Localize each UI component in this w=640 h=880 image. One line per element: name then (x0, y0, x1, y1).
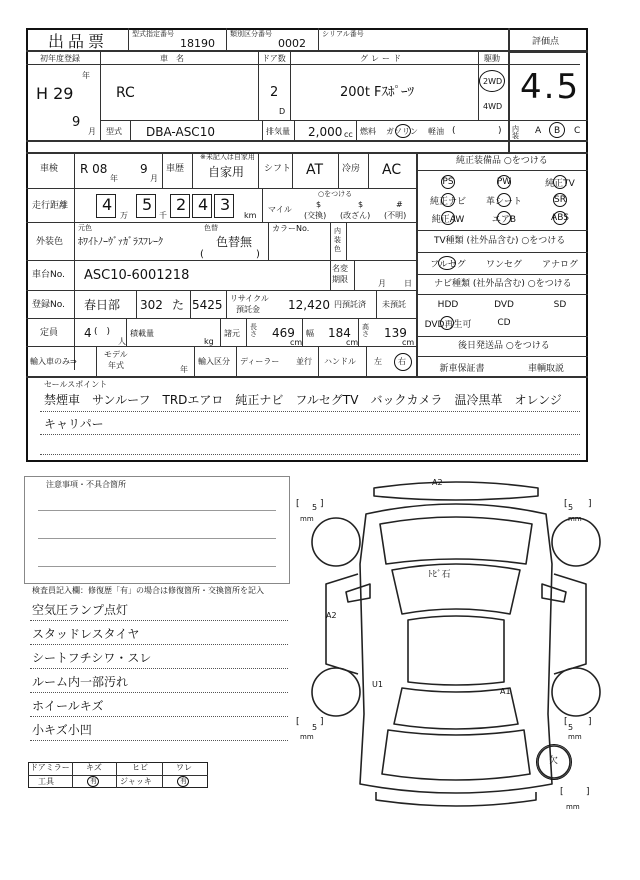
color-label: 外装色 (36, 237, 64, 247)
serial-label: シリアル番号 (322, 30, 364, 38)
note-item: ルーム内一部汚れ (32, 675, 129, 689)
length-value: 469 (272, 326, 295, 340)
equipment-circle-mark (553, 175, 567, 189)
equipment-item: 純正AW (431, 214, 465, 225)
shaken-era: R 08 (80, 162, 108, 176)
class-no-value: 0002 (278, 37, 306, 50)
sheet-title: 出品票 (48, 32, 109, 51)
inspector-note-label: 検査員記入欄：修復歴「有」の場合は修復箇所・交換箇所を記入 (32, 586, 264, 595)
capacity-label: 定員 (40, 328, 59, 338)
tv-item: ワンセグ (485, 259, 522, 270)
note-item: 小キズ小凹 (32, 723, 92, 737)
docs-title: 後日発送品 ○をつける (458, 341, 550, 351)
notes-label: 注意事項・不具合箇所 (46, 480, 126, 489)
tv-item: アナログ (541, 259, 578, 270)
first-reg-label: 初年度登録 (40, 54, 80, 63)
navi-item: HDD (437, 300, 459, 310)
equipment-item: 革シート (485, 196, 522, 207)
tire-depth-rl: 5 (312, 723, 318, 732)
type-no-label: 型式指定番号 (132, 30, 174, 38)
mark-rear-left: U1 (372, 680, 383, 689)
equipment-title: 純正装備品 ○をつける (456, 156, 548, 166)
mileage-mile: マイル (268, 205, 292, 214)
tv-item: フルセグ (430, 259, 466, 270)
mark-front-bumper: A2 (432, 478, 443, 487)
sales-points-line-2: キャリパー (44, 417, 104, 431)
equipment-item: 純正ナビ (429, 196, 466, 207)
ac-label: 冷房 (342, 164, 361, 174)
tire-depth-fr: 5 (568, 503, 574, 512)
equipment-item: ABS (551, 213, 569, 223)
width-value: 184 (328, 326, 351, 340)
score-value: 4.5 (520, 67, 581, 107)
fuel-gasoline: ガソリン (386, 127, 418, 136)
drive-label: 駆動 (484, 54, 500, 63)
height-value: 139 (384, 326, 407, 340)
equipment-circle-mark (553, 193, 567, 207)
interior-label: 内装 (512, 125, 519, 140)
mark-left-side: A2 (326, 611, 337, 620)
navi-title: ナビ種類 (社外品含む) ○をつける (434, 279, 572, 289)
tv-title: TV種類 (社外品含む) ○をつける (434, 236, 566, 246)
registration-area: 春日部 (84, 298, 121, 312)
displacement-value: 2,000 (308, 125, 343, 139)
navi-item: SD (553, 300, 567, 310)
shift-label: シフト (264, 164, 292, 174)
note-item-underline (30, 740, 288, 741)
equipment-circle-mark (497, 193, 511, 207)
doors-label: ドア数 (262, 54, 286, 63)
model-value: DBA-ASC10 (146, 125, 215, 139)
score-label: 評価点 (532, 37, 560, 47)
drive-2wd-circle (479, 70, 505, 92)
mark-windshield: ﾄﾋﾞ石 (428, 570, 451, 580)
note-item: ホイールキズ (32, 699, 104, 713)
equipment-circle-mark (441, 175, 455, 189)
shaken-label: 車検 (40, 164, 59, 174)
equipment-item: 純正TV (545, 178, 575, 189)
shaken-month: 9 (140, 162, 148, 176)
mileage-digit-3: 2 (176, 195, 187, 214)
tire-depth-rr: 5 (568, 723, 574, 732)
color-current: 色替無 (216, 235, 253, 249)
equipment-circle-mark (441, 193, 455, 207)
registration-class: 302 (140, 298, 163, 312)
equipment-circle-mark (497, 211, 511, 225)
mileage-label: 走行距離 (32, 201, 69, 211)
color-original: ﾎﾜｲﾄﾉｰｳﾞｧｶﾞﾗｽﾌﾚｰｸ (78, 237, 163, 248)
ac-value: AC (382, 162, 402, 178)
note-item-underline (30, 644, 288, 645)
chassis-label: 車台No. (32, 270, 65, 280)
fuel-diesel: 軽油 (428, 127, 444, 136)
registration-label: 登録No. (32, 300, 65, 310)
grade-value: 200t Fｽﾎﾟｰﾂ (340, 85, 415, 100)
note-item-underline (30, 668, 288, 669)
car-name: RC (116, 85, 135, 101)
first-reg-era: H 29 (36, 84, 74, 103)
navi-circle-mark (440, 316, 454, 330)
sales-points-label: セールスポイント (44, 380, 108, 389)
docs-item: 新車保証書 (439, 363, 485, 374)
sales-points-line-1: 禁煙車 サンルーフ TRDエアロ 純正ナビ フルセグTV バックカメラ 温冷黒革 オレンジ (44, 393, 562, 407)
drive-2wd: 2WD (483, 77, 503, 86)
grade-label: グレード (360, 54, 404, 63)
registration-kana: た (172, 298, 185, 312)
import-label: 輸入車のみ⇒ (30, 357, 77, 366)
model-label: 型式 (106, 127, 122, 136)
spare-missing-label: 欠 (549, 756, 559, 766)
equipment-item: SR (554, 195, 566, 205)
drive-4wd: 4WD (483, 102, 503, 111)
mark-rear-right: A1 (500, 687, 511, 696)
note-item: シートフチシワ・スレ (32, 651, 152, 665)
navi-item: CD (497, 318, 511, 328)
mileage-digit-4: 4 (198, 195, 209, 214)
tv-circle-mark (438, 256, 456, 270)
note-item: スタッドレスタイヤ (32, 627, 140, 641)
handle-right: 右 (398, 357, 406, 366)
equipment-circle-mark (441, 211, 455, 225)
mileage-digit-5: 3 (220, 195, 231, 214)
class-no-label: 類別区分番号 (230, 30, 272, 38)
recycle-amount: 12,420 (288, 298, 330, 312)
fuel-gasoline-circle (395, 124, 411, 138)
navi-item: DVD再生可 (424, 319, 472, 330)
handle-right-circle (394, 353, 412, 371)
note-item-underline (30, 716, 288, 717)
equipment-circle-mark (497, 175, 511, 189)
mileage-digit-2: 5 (142, 195, 153, 214)
interior-b-circle (549, 122, 565, 138)
equipment-item: エアB (491, 214, 517, 225)
equipment-item: PW (496, 177, 512, 187)
fuel-label: 燃料 (360, 127, 376, 136)
docs-item: 車輌取説 (527, 363, 564, 374)
registration-number: 5425 (192, 298, 223, 312)
note-item-underline (30, 692, 288, 693)
capacity-value: 4 (84, 326, 92, 340)
displacement-label: 排気量 (266, 127, 290, 136)
tire-depth-fl: 5 (312, 503, 318, 512)
use-value: 自家用 (208, 165, 245, 179)
navi-item: DVD (494, 300, 514, 310)
first-reg-month: 9 (72, 115, 81, 130)
chassis-value: ASC10-6001218 (84, 268, 190, 283)
note-item-underline (30, 620, 288, 621)
type-no-value: 18190 (180, 37, 215, 50)
car-name-label: 車 名 (160, 54, 184, 63)
shift-value: AT (306, 162, 324, 178)
note-item: 空気圧ランプ点灯 (32, 603, 129, 617)
equipment-item: PS (442, 177, 454, 187)
doors-value: 2 (270, 85, 279, 100)
mileage-digit-1: 4 (102, 195, 113, 214)
use-label: 車歴 (166, 164, 185, 174)
equipment-circle-mark (553, 211, 567, 225)
